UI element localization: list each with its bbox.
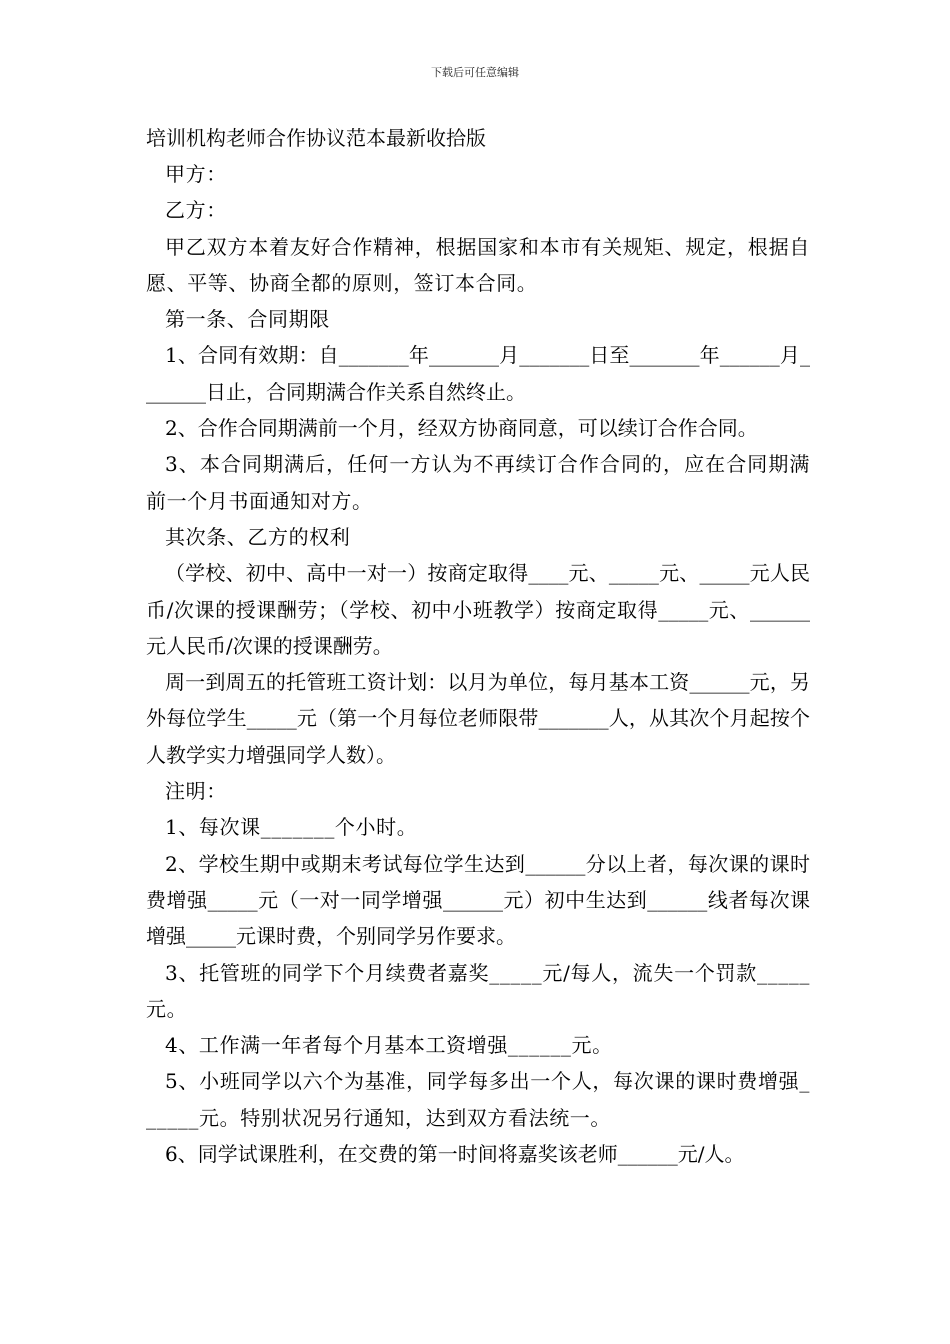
note-4: 4、工作满一年者每个月基本工资增强______元。 [165, 1033, 613, 1058]
note-6: 6、同学试课胜利，在交费的第一时间将嘉奖该老师______元/人。 [165, 1142, 745, 1167]
preamble-paragraph: 甲乙双方本着友好合作精神，根据国家和本市有关规矩、规定，根据自愿、平等、协商全都的原则，签订本合同。 [146, 234, 810, 295]
clause-1-3: 3、本合同期满后，任何一方认为不再续订合作合同的，应在合同期满前一个月书面通知对方。 [146, 452, 810, 513]
note-1: 1、每次课_______个小时。 [165, 815, 418, 840]
note-2: 2、学校生期中或期末考试每位学生达到______分以上者，每次课的课时费增强_____元（一对一同学增强______元）初中生达到______线者每次课增强_____元课时费，个别同学另作要求。 [146, 851, 810, 949]
document-title: 培训机构老师合作协议范本最新收拾版 [146, 126, 486, 150]
article-2-heading: 其次条、乙方的权利 [165, 524, 351, 549]
note-3: 3、托管班的同学下个月续费者嘉奖_____元/每人，流失一个罚款_____元。 [146, 960, 810, 1021]
clause-2-daycare-salary: 周一到周五的托管班工资计划：以月为单位，每月基本工资______元，另外每位学生_____元（第一个月每位老师限带_______人，从其次个月起按个人教学实力增强同学人数）。 [146, 670, 810, 767]
clause-2-fees: （学校、初中、高中一对一）按商定取得____元、_____元、_____元人民币/次课的授课酬劳；（学校、初中小班教学）按商定取得_____元、______元人民币/次课的授课酬劳。 [146, 561, 810, 658]
notes-heading: 注明： [165, 779, 227, 804]
party-a-label: 甲方： [165, 162, 227, 186]
page-header-note: 下载后可任意编辑 [431, 66, 519, 79]
document-body [146, 120, 810, 1172]
party-b-label: 乙方： [165, 198, 227, 223]
note-5: 5、小班同学以六个为基准，同学每多出一个人，每次课的课时费增强______元。特别状况另行通知，达到双方看法统一。 [146, 1069, 810, 1130]
article-1-heading: 第一条、合同期限 [165, 307, 330, 332]
clause-1-2: 2、合作合同期满前一个月，经双方协商同意，可以续订合作合同。 [165, 416, 758, 441]
clause-1-1: 1、合同有效期：自_______年_______月_______日至_______年______月_______日止，合同期满合作关系自然终止。 [146, 343, 810, 404]
